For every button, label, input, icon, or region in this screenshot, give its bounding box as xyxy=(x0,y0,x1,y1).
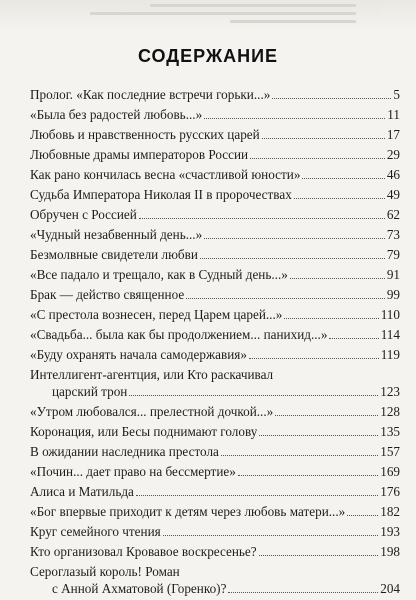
toc-entry-title: Безмолвные свидетели любви xyxy=(30,247,198,262)
dot-leader xyxy=(259,435,378,436)
toc-entry xyxy=(30,226,400,243)
toc-entry-page-number: 193 xyxy=(380,524,400,539)
toc-entry-title: Алиса и Матильда xyxy=(30,484,134,499)
toc-entry-title: «Свадьба... была как бы продолжением... панихид...» xyxy=(30,327,328,342)
toc-entry-page-number: 91 xyxy=(386,267,400,282)
toc-entry-page-number: 73 xyxy=(386,227,400,242)
toc-entry-title: Любовные драмы императоров России xyxy=(30,147,249,162)
toc-entry-title: «Все падало и трещало, как в Судный день...» xyxy=(30,267,288,282)
toc-entry-page-number: 62 xyxy=(386,207,400,222)
toc-entry-page-number: 110 xyxy=(380,307,400,322)
dot-leader xyxy=(238,475,378,476)
toc-entry xyxy=(30,483,400,500)
toc-entry-title: «Буду охранять начала самодержавия» xyxy=(30,347,247,362)
dot-leader xyxy=(347,515,378,516)
toc-entry-page-number: 29 xyxy=(386,147,400,162)
toc-entry xyxy=(30,306,400,323)
toc-entry-page-number: 79 xyxy=(386,247,400,262)
dot-leader xyxy=(284,318,378,319)
dot-leader xyxy=(221,455,378,456)
toc-entry xyxy=(30,443,400,460)
toc-entry xyxy=(30,423,400,440)
toc-entry-title: Обручен с Россией xyxy=(30,207,137,222)
toc-entry-page-number: 46 xyxy=(386,167,400,182)
toc-entry-page-number: 17 xyxy=(386,127,400,142)
toc-entry xyxy=(30,403,400,420)
toc-entry-page-number: 49 xyxy=(386,187,400,202)
toc-entry-title: Интеллигент-агентция, или Кто раскачивал xyxy=(30,367,274,382)
toc-entry-page-number: 169 xyxy=(380,464,400,479)
toc-entry-title: «Почин... дает право на бессмертие» xyxy=(30,464,236,479)
toc-entry-page-number: 119 xyxy=(380,347,400,362)
dot-leader xyxy=(272,98,391,99)
toc-entry-page-number: 204 xyxy=(380,581,400,596)
toc-entry-page-number: 157 xyxy=(380,444,400,459)
toc-entry-title: Пролог. «Как последние встречи горьки...» xyxy=(30,87,271,102)
toc-entry xyxy=(30,326,400,343)
dot-leader xyxy=(250,158,385,159)
toc-entry-page-number: 198 xyxy=(380,544,400,559)
dot-leader xyxy=(204,238,385,239)
toc-entry xyxy=(30,346,400,363)
toc-entry xyxy=(30,206,400,223)
toc-entry-title: Сероглазый король! Роман xyxy=(30,564,180,579)
bleed-line xyxy=(150,4,356,7)
toc-entry xyxy=(30,543,400,560)
toc-entry-title: Коронация, или Бесы поднимают голову xyxy=(30,424,258,439)
toc-entry-title: В ожидании наследника престола xyxy=(30,444,219,459)
toc-entry-page-number: 99 xyxy=(386,287,400,302)
toc-entry xyxy=(30,166,400,183)
toc-entry-page-number: 176 xyxy=(380,484,400,499)
toc-entry-title: «Чудный незабвенный день...» xyxy=(30,227,203,242)
table-of-contents xyxy=(30,86,400,600)
toc-entry xyxy=(30,86,400,103)
toc-entry-title: «С престола вознесен, перед Царем царей...» xyxy=(30,307,283,322)
dot-leader xyxy=(259,555,379,556)
toc-entry xyxy=(30,366,400,400)
page-title: СОДЕРЖАНИЕ xyxy=(137,46,279,66)
dot-leader xyxy=(290,278,385,279)
toc-entry-title: Круг семейного чтения xyxy=(30,524,161,539)
toc-entry xyxy=(30,266,400,283)
toc-entry-page-number: 5 xyxy=(393,87,400,102)
dot-leader xyxy=(302,178,384,179)
toc-entry-title: Как рано кончилась весна «счастливой юности» xyxy=(30,167,301,182)
dot-leader xyxy=(139,218,385,219)
toc-entry xyxy=(30,146,400,163)
bleed-line xyxy=(230,20,356,23)
dot-leader xyxy=(275,415,378,416)
toc-entry xyxy=(30,463,400,480)
toc-entry-page-number: 182 xyxy=(380,504,400,519)
toc-entry-title: Любовь и нравственность русских царей xyxy=(30,127,260,142)
toc-entry xyxy=(30,563,400,597)
dot-leader xyxy=(249,358,379,359)
bleed-line xyxy=(90,12,356,15)
dot-leader xyxy=(129,395,378,396)
toc-entry-title: Брак — действо священное xyxy=(30,287,185,302)
toc-entry xyxy=(30,286,400,303)
dot-leader xyxy=(228,592,378,593)
toc-entry-title-continued: царский трон xyxy=(52,384,128,399)
toc-entry xyxy=(30,246,400,263)
dot-leader xyxy=(200,258,385,259)
dot-leader xyxy=(294,198,385,199)
toc-entry xyxy=(30,523,400,540)
dot-leader xyxy=(262,138,385,139)
toc-entry-title: Кто организовал Кровавое воскресенье? xyxy=(30,544,257,559)
dot-leader xyxy=(329,338,378,339)
dot-leader xyxy=(163,535,379,536)
toc-entry-page-number: 114 xyxy=(380,327,400,342)
toc-entry-page-number: 128 xyxy=(380,404,400,419)
toc-entry xyxy=(30,186,400,203)
toc-entry-title: Судьба Императора Николая II в пророчествах xyxy=(30,187,292,202)
toc-entry xyxy=(30,106,400,123)
toc-entry xyxy=(30,503,400,520)
toc-entry-title: «Бог впервые приходит к детям через любовь матери...» xyxy=(30,504,346,519)
dot-leader xyxy=(186,298,385,299)
dot-leader xyxy=(204,118,385,119)
toc-entry-page-number: 123 xyxy=(380,384,400,399)
toc-entry xyxy=(30,126,400,143)
toc-entry-page-number: 135 xyxy=(380,424,400,439)
dot-leader xyxy=(136,495,378,496)
toc-entry-title: «Была без радостей любовь...» xyxy=(30,107,203,122)
previous-page-bleed-through xyxy=(0,0,416,30)
toc-entry-title-continued: с Анной Ахматовой (Горенко)? xyxy=(52,581,227,596)
toc-entry-page-number: 11 xyxy=(387,107,400,122)
toc-entry-title: «Утром любовался... прелестной дочкой...» xyxy=(30,404,274,419)
